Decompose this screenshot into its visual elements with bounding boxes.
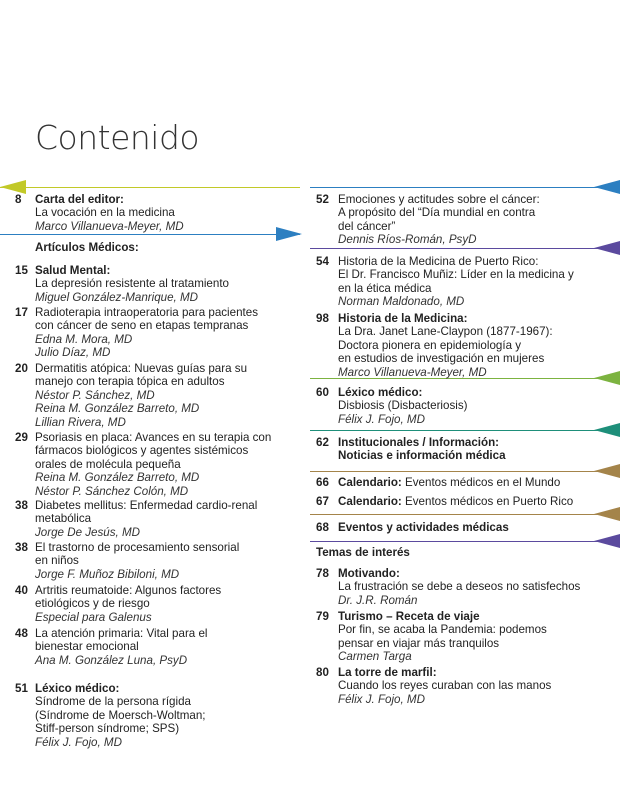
arrow-decoration [594,534,620,548]
divider-line [0,234,300,235]
entry-author: Carmen Targa [338,650,412,664]
entry-title: Emociones y actitudes sobre el cáncer: [338,193,540,206]
page-number: 15 [15,264,28,277]
entry-title: Motivando: [338,567,400,580]
entry-title-line: El Dr. Francisco Muñiz: Líder en la medicina y [338,268,574,282]
entry-title-line: Stiff-person síndrome; SPS) [35,722,180,736]
page-number: 60 [316,386,329,399]
entry-author: Marco Villanueva-Meyer, MD [35,219,184,233]
entry-title: Historia de la Medicina: [338,312,468,325]
page-number: 54 [316,255,329,268]
entry-title-line: Noticias e información médica [338,449,506,463]
entry-title-line: (Síndrome de Moersch-Woltman; [35,708,206,722]
entry-title: Turismo – Receta de viaje [338,610,480,623]
page-title: Contenido [35,118,200,157]
page-number: 67 [316,495,329,508]
entry-author: Reina M. González Barreto, MD [35,471,200,485]
page-number: 20 [15,362,28,375]
entry-title: Léxico médico: [338,386,423,399]
entry-author: Ana M. González Luna, PsyD [35,653,188,667]
page-number: 68 [316,521,329,534]
entry-author: Félix J. Fojo, MD [338,692,425,706]
entry-title-line: orales de molécula pequeña [35,457,181,471]
entry-title: Eventos médicos en Puerto Rico [405,495,574,508]
entry-title-line: Cuando los reyes curaban con las manos [338,679,552,693]
page-number: 17 [15,306,28,319]
entry-title: Institucionales / Información: [338,436,500,449]
entry-title: Dermatitis atópica: Nuevas guías para su [35,362,248,375]
entry-title-line: Síndrome de la persona rígida [35,695,191,709]
entry-author: Lillian Rivera, MD [35,415,126,429]
divider-line [310,541,620,542]
entry-title: La torre de marfil: [338,666,437,679]
entry-title-line: etiológicos y de riesgo [35,597,150,611]
entry-author: Dennis Ríos-Román, PsyD [338,233,477,247]
entry-title: Psoriasis en placa: Avances en su terapia con [35,431,272,444]
entry-title-line: A propósito del “Día mundial en contra [338,206,536,220]
entry-title-line: Disbiosis (Disbacteriosis) [338,399,468,413]
divider-line [310,187,620,188]
entry-title-line: La frustración se debe a deseos no satisfechos [338,580,581,594]
entry-title-line: con cáncer de seno en etapas tempranas [35,319,249,333]
entry-title-line: en estudios de investigación en mujeres [338,352,545,366]
page-number: 38 [15,541,28,554]
entry-title-line: bienestar emocional [35,640,139,654]
entry-title-line: en niños [35,554,79,568]
entry-title: Salud Mental: [35,264,111,277]
entry-author: Marco Villanueva-Meyer, MD [338,365,487,379]
section-heading: Artículos Médicos: [35,241,139,254]
page-number: 51 [15,682,28,695]
entry-author: Néstor P. Sánchez Colón, MD [35,484,189,498]
entry-author: Reina M. González Barreto, MD [35,402,200,416]
entry-author: Dr. J.R. Román [338,593,418,607]
page-number: 78 [316,567,329,580]
entry-author: Julio Díaz, MD [35,346,111,360]
entry-title: Léxico médico: [35,682,120,695]
entry-title-line: pensar en viajar más tranquilos [338,636,500,650]
entry-title: Eventos médicos en el Mundo [405,476,561,489]
entry-title: Artritis reumatoide: Algunos factores [35,584,222,597]
arrow-decoration [594,507,620,521]
entry-author: Especial para Galenus [35,610,152,624]
entry-title: Eventos y actividades médicas [338,521,509,534]
page-number: 38 [15,499,28,512]
entry-title: Historia de la Medicina de Puerto Rico: [338,255,539,268]
section-heading: Temas de interés [316,546,410,559]
entry-title-line: metabólica [35,512,92,526]
entry-label: Calendario: [338,476,402,489]
divider-line [310,514,620,515]
entry-title: Radioterapia intraoperatoria para pacientes [35,306,258,319]
entry-author: Miguel González-Manrique, MD [35,290,199,304]
entry-label: Calendario: [338,495,402,508]
page-number: 52 [316,193,329,206]
page-number: 48 [15,627,28,640]
entry-title-line: en la ética médica [338,281,432,295]
entry-author: Félix J. Fojo, MD [338,412,425,426]
entry-title-line: Doctora pionera en epidemiología y [338,338,522,352]
page-number: 62 [316,436,329,449]
divider-line [310,430,620,431]
entry-title-line: Por fin, se acaba la Pandemia: podemos [338,623,547,637]
entry-subtitle: La vocación en la medicina [35,206,175,220]
entry-author: Norman Maldonado, MD [338,295,465,309]
page-number: 8 [15,193,22,206]
entry-author: Edna M. Mora, MD [35,332,133,346]
entry-author: Néstor P. Sánchez, MD [35,388,155,402]
page-number: 29 [15,431,28,444]
page-number: 66 [316,476,329,489]
entry-author: Jorge F. Muñoz Bibiloni, MD [35,567,180,581]
entry-title: Diabetes mellitus: Enfermedad cardio-renal [35,499,258,512]
entry-title: Carta del editor: [35,193,124,206]
divider-line [0,187,300,188]
page-number: 79 [316,610,329,623]
divider-line [310,248,620,249]
entry-author: Félix J. Fojo, MD [35,735,122,749]
entry-subtitle: La depresión resistente al tratamiento [35,277,229,291]
entry-title-line: del cáncer” [338,219,396,233]
entry-title-line: manejo con terapia tópica en adultos [35,375,225,389]
entry-title-line: La Dra. Janet Lane-Claypon (1877-1967): [338,325,553,339]
entry-title: El trastorno de procesamiento sensorial [35,541,240,554]
page-number: 80 [316,666,329,679]
page-number: 40 [15,584,28,597]
entry-author: Jorge De Jesús, MD [35,525,141,539]
entry-title: La atención primaria: Vital para el [35,627,208,640]
entry-title-line: fármacos biológicos y agentes sistémicos [35,444,249,458]
page-number: 98 [316,312,329,325]
divider-line [310,471,620,472]
arrow-decoration [594,180,620,194]
